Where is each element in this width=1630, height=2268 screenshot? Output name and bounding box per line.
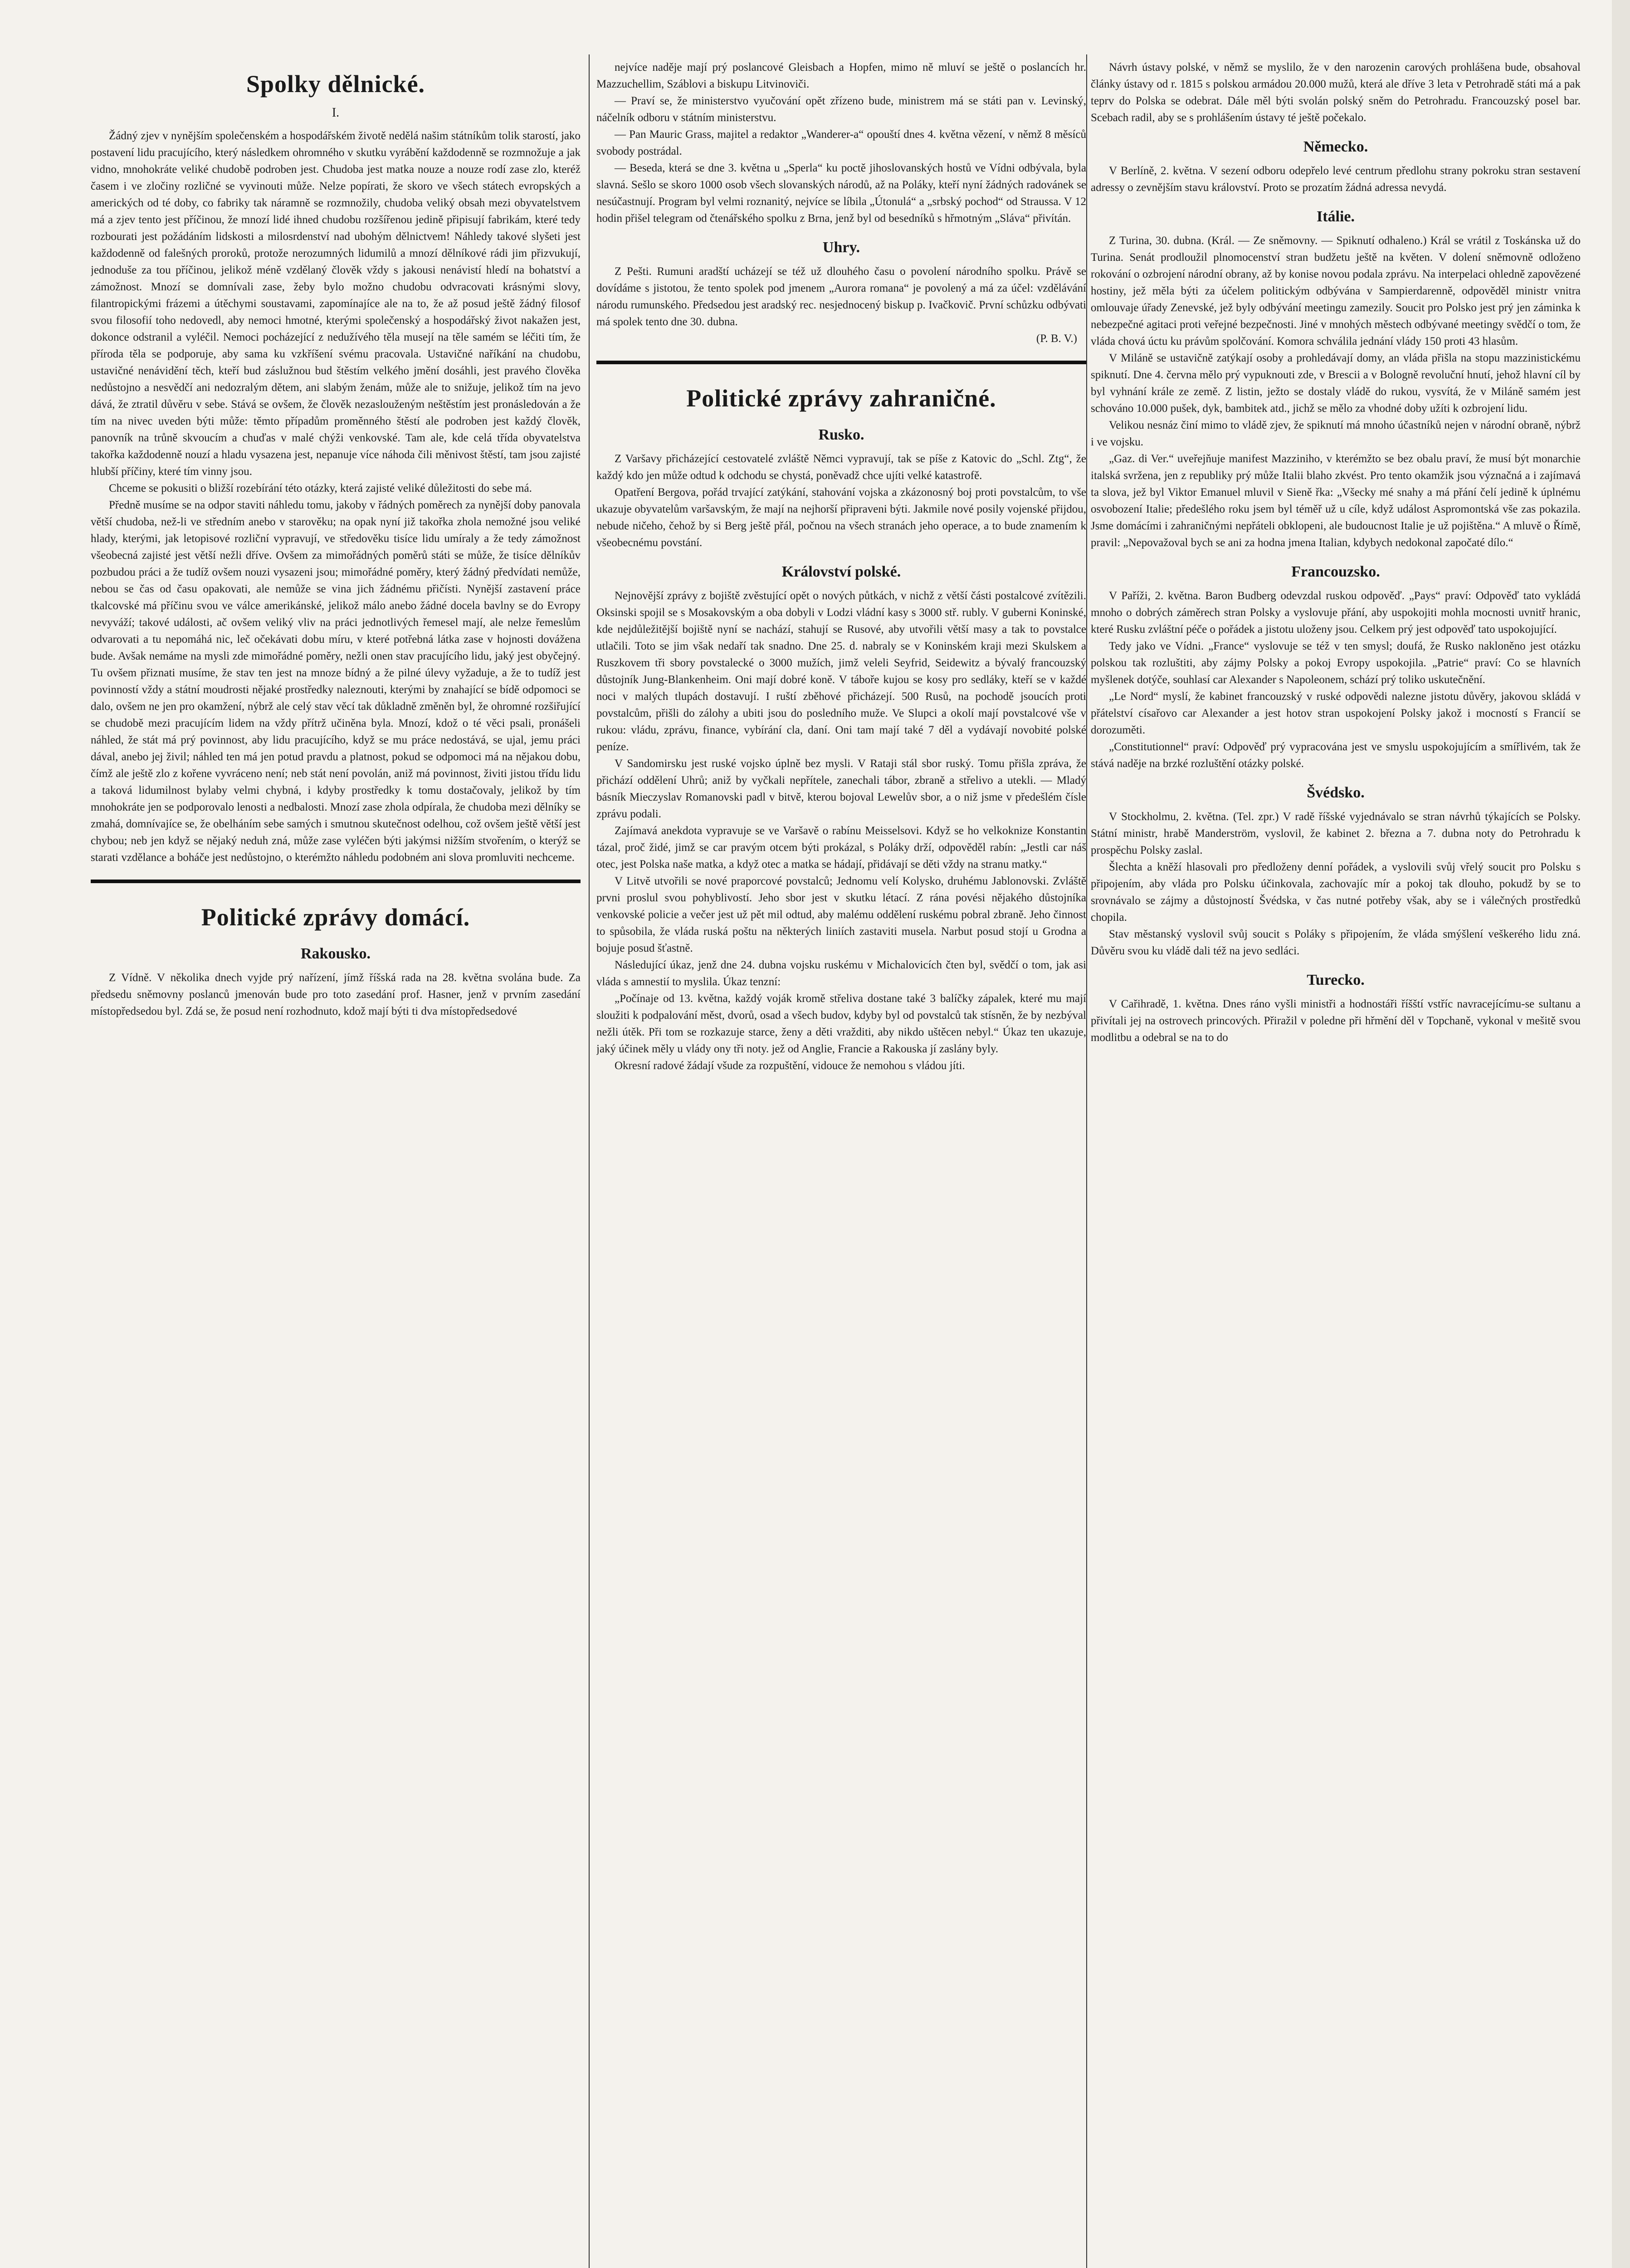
column-rule [1086, 54, 1087, 2268]
paragraph: Stav městanský vyslovil svůj soucit s Poláky s připojením, že vláda smýšlení veškerého lidu zná. Důvěru svou ku vládě dali též na jevo sedláci. [1091, 928, 1581, 957]
section-numeral: I. [332, 106, 340, 120]
paragraph: Opatření Bergova, pořád trvající zatýkání, stahování vojska a zkázonosný boj proti povstalcům, to vše ukazuje obyvatelům varšavským, že mají na nejhorší připraveni býti. Jakmile nové posily vojenské přijdou, nebude ničeho, čehož by si Berg ještě přál, počnou na všech stranách jeho operace, a to bude znamením k všeobecnému povstání. [596, 486, 1086, 549]
source-signature: (P. B. V.) [1036, 332, 1077, 345]
column-middle [596, 59, 1086, 2268]
country-heading-france: Francouzsko. [1291, 563, 1380, 580]
paragraph: — Praví se, že ministerstvo vyučování opět zřízeno bude, ministrem má se státi pan v. Levinský, náčelník odboru v státním ministerstvu. [596, 95, 1086, 124]
paragraph: — Pan Mauric Grass, majitel a redaktor „Wanderer-a“ opouští dnes 4. května vězení, v němž 8 měsíců svobody postrádal. [596, 128, 1086, 157]
paragraph: Z Turina, 30. dubna. (Král. — Ze sněmovny. — Spiknutí odhaleno.) Král se vrátil z Toskánska už do Turina. Senát prodloužil plnomocenství stran budžetu ještě na květen. V dolení sněmovně odloženo rokování o ozbrojení národní obrany, až by konise novou podala zprávu. Na interpelaci ohledně zapovězené hostiny, jež měla býti za účelem politickým odbývána v Sampierdarenně, odpověděl ministr vnitra omlouvaje úřady Zenevské, jež byly odbývání meetingu zamezily. Soucit pro Polsko jest prý jen záminka k nebezpečné agitaci proti veřejné bezpečnosti. Jiné v mnohých městech odbývané meetingy svědčí o tom, že vláda chová úctu ku právům spolčování. Komora schválila jednání vlády 150 proti 43 hlasům. [1091, 235, 1581, 347]
paragraph: Zajímavá anekdota vypravuje se ve Varšavě o rabínu Meisselsovi. Když se ho velkoknize Konstantin tázal, proč židé, jimž se car pravým otcem býti prokázal, s Poláky drží, odpověděl rabín: „Jestli car náš otec, jest Polska naše matka, a když otec a matka se hádají, přidávají se děti vždy na stranu matky.“ [596, 825, 1086, 870]
paragraph: „Počínaje od 13. května, každý voják kromě střeliva dostane také 3 balíčky zápalek, které mu mají sloužiti k podpalování měst, dvorů, osad a všech budov, kdyby byl od povstalců tak stísněn, že by nezbýval nežli útěk. Při tom se rozkazuje starce, ženy a děti vražditi, aby nikdo uštěcen nebyl.“ Úkaz ten ukazuje, jaký účinek měly u vlády ony tři noty. jež od Anglie, Francie a Rakouska jí zaslány byly. [596, 992, 1086, 1055]
paragraph: V Berlíně, 2. května. V sezení odboru odepřelo levé centrum předlohu strany pokroku stran sestavení adressy o zevnějším stavu království. Proto se prozatím žádná adressa nevydá. [1091, 165, 1581, 194]
country-heading-turkey: Turecko. [1307, 972, 1365, 988]
paragraph: V Paříži, 2. května. Baron Budberg odevzdal ruskou odpověď. „Pays“ praví: Odpověď tato vykládá mnoho o dobrých záměrech stran Polsky a vyslovuje přání, aby uspokojiti mohla mocnosti uvnitř hranic, které Rusku zvláštní péče o pořádek a jistotu uloženy jsou. Celkem prý jest odpověď tato uspokojující. [1091, 590, 1581, 635]
country-heading-germany: Německo. [1303, 138, 1368, 155]
paragraph: V Miláně se ustavičně zatýkají osoby a prohledávají domy, an vláda přišla na stopu mazzinistickému spiknutí. Dne 4. června mělo prý vypuknouti zde, v Brescii a v Bologně revoluční hnutí, jehož hlavní cíl by byl vyhnání krále ze země. Z listin, ježto se dostaly vládě do rukou, vysvítá, že v Miláně samém jest schováno 10.000 pušek, dyk, bambitek atd., jichž se mělo za vhodné doby užíti k ozbrojení lidu. [1091, 352, 1581, 415]
paragraph: „Le Nord“ myslí, že kabinet francouzský v ruské odpovědi nalezne jistotu důvěry, jakovou skládá v přátelství císařovo car Alexander a jest hotov stran uspokojení Polsky jakož i mocností s Francií se dorozuměti. [1091, 690, 1581, 736]
column-rule [589, 54, 590, 2268]
paragraph: Návrh ústavy polské, v němž se myslilo, že v den narozenin carových prohlášena bude, obsahoval články ústavy od r. 1815 s polskou armádou 20.000 mužů, která ale dříve 3 leta v Petrohradě státi má a pak teprv do Polska se odebrat. Dále měl býti svolán polský sněm do Petrohradu. Francouzský posel bar. Scebach radil, aby se s prohlášením ústavy té ještě počekalo. [1091, 61, 1581, 124]
country-heading-austria: Rakousko. [300, 945, 371, 962]
country-heading-poland: Království polské. [781, 563, 901, 580]
scan-edge [1612, 0, 1630, 2268]
section-divider [596, 361, 1086, 364]
article-title-workers: Spolky dělnické. [246, 70, 425, 98]
paragraph: Předně musíme se na odpor staviti náhledu tomu, jakoby v řádných poměrech za nynější doby panovala větší chudoba, než-li ve středním anebo v starověku; na opak nyní již takořka zhola nemožné jsou veliké hlady, kterými, jak letopisové rozliční vypravují, ve středověku tisíce lidu umíraly a že tedy zámožnost všeobecná zajisté jest větší nežli dříve. Ovšem za mimořádných poměrů státi se může, že tisíce dělníkův pozbudou práci a že tudíž ovšem nouzi vysazeni jsou; mimořádné poměry, který žádný předvídati nemůže, nebou se čas od času opakovati, ale nemůže se vina jich žádnému přičísti. Nynější zastavení práce tkalcovské má příčinu svou ve válce amerikánské, jelikož málo anebo žádné docela bavlny se do Evropy nevyváží; takové události, ač ovšem veliký vliv na práci jednotlivých řemesel mají, ale nelze řemeslům odvarovati a tu nepomáhá nic, leč očekávati dobu míru, v které potřebná látka zase v hojnosti dovážena bude. Avšak nemáme na mysli zde mimořádné poměry, nežli onen stav pracujícího lidu, jaký jest obyčejný. Tu ovšem přiznati musíme, že stav ten jest na mnoze bídný a že pilné úlevy vyžaduje, a že to tudíž jest povinností vždy a státní moudrosti nějaké prostředky naleznouti, kterými by znahající se bídě odpomoci se dalo, ovšem ne jen pro okamžení, nýbrž ale celý stav věcí tak důkladně změněn byl, že ohromné rozšiřující se chudobě mezi pracujícím lidem na vždy přítrž učiněna byla. Mnozí, kdož o té věci psali, pronášeli náhled, že stát má prý povinnost, aby lidu pracujícího, když se mu práce nedostává, se ujal, jemu práci dával, anebo jej živil; náhled ten má jen potud pravdu a platnost, pokud se odpomoci má na nějakou dobu, čímž ale ještě zlo z kořene vyvráceno není; neb stát není povolán, aniž má povinnost, živiti jistou třídu lidu a taková lidumilnost bylaby velmi chybná, i kdyby prostředky k tomu dostačovaly, jelikož by tím mnohokráte jen se podporovalo lenosti a nedbalosti. Mnozí zase zhola odpírala, že chudoba mezi dělníky se zmahá, domnívajíce se, že obelháním sebe samých i smutnou skutečnost odelhou, což ovšem ještě větší jest chybou; neb jen když se nějaký neduh zná, může zase vyléčen býti jakýmsi nižším stvořením, o kterýž se starati vzdělance a boháče jest nedůstojno, o kterémžto náhledu podobném ani slova promluviti nechceme. [91, 499, 581, 864]
paragraph: „Constitutionnel“ praví: Odpověď prý vypracována jest ve smyslu uspokojujícím a smířlivém, tak že stává naděje na brzké rozluštění otázky polské. [1091, 741, 1581, 770]
section-title-foreign: Politické zprávy zahraničné. [686, 385, 996, 412]
paragraph: Nejnovější zprávy z bojiště zvěstující opět o nových půtkách, v nichž z větší části postalcové zvítězili. Oksinski spojil se s Mosakovským a oba dobyli v Lodzi vládní kasy s 3000 stř. rubly. V guberni Koninské, kde nejdůležitější bojiště nyní se nachází, stahují se Rusové, aby utvořili větší masy a tak to povstalce utlačili. Toto se jim však nedaří tak snadno. Dne 25. d. nabraly se v Koninském kraji mezi Skulskem a Ruszkovem tři sbory povstalecké o 3000 mužích, jimž veleli Seyfrid, Seidewitz a bývalý francouzský důstojník Jung-Blankenheim. Oni mají dobré koně. V táboře kujou se kosy pro sedláky, kteří se v každé noci v malých tlupách dostavují. I ruští zběhové přicházejí. 500 Rusů, na pochodě jsoucích proti povstalcům, přišli do zálohy a ubiti jsou do posledního muže. Ve Slupci a okolí mají povstalcové vše v rukou: vládu, zprávu, finance, vybírání cla, daní. Oni tam mají také 7 děl a vydávají novobité polské peníze. [596, 590, 1086, 753]
paragraph: V Stockholmu, 2. května. (Tel. zpr.) V radě říšské vyjednávalo se stran návrhů týkajících se Polsky. Státní ministr, hrabě Manderström, vyslovil, že kabinet 2. března a 7. dubna noty do Petrohradu k prospěchu Polsky zaslal. [1091, 811, 1581, 856]
column-left [91, 59, 581, 2268]
paragraph: V Litvě utvořili se nové praporcové povstalců; Jednomu velí Kolysko, druhému Jablonovski. Zvláště prvni proslul svou pohyblivostí. Jeho sbor jest v skutku létací. Z rána povési nějakého důstojníka venkovské policie a večer jest už pět mil odtud, aby malému oddělení ruskému pobral zbraně. Jeho činnost to spůsobila, že vláda ruská poštu na některých liniích zastaviti musela. Narbut posud stojí u Grodna a bojuje posud šťastně. [596, 875, 1086, 954]
section-divider [91, 880, 581, 883]
country-heading-russia: Rusko. [818, 426, 864, 443]
paragraph: Chceme se pokusiti o bližší rozebírání této otázky, která zajisté veliké důležitosti do sebe má. [109, 482, 532, 494]
paragraph: V Sandomirsku jest ruské vojsko úplně bez mysli. V Rataji stál sbor ruský. Tomu přišla zpráva, že přichází oddělení Uhrů; aniž by vyčkali nepřítele, zanechali tábor, zbraně a střelivo a utekli. — Mladý básník Mieczyslav Romanovski padl v bitvě, kterou bojoval Lewelův sbor, a o niž jsme v předešlém čísle zprávu podali. [596, 758, 1086, 820]
paragraph: Žádný zjev v nynějším společenském a hospodářském životě nedělá našim státníkům tolik starostí, jako postavení lidu pracujícího, který následkem ohromného v skutku vyrábění každodenně se rozmnožuje a jak vidno, mnohokráte veliké chudobě podroben jest. Chudoba jest matka nouze a nouze rodí zase zlo, kteréž časem i ve zločiny rozličné se vyvinouti může. Nelze popírati, že skoro ve všech státech evropských a amerických od té doby, co fabriky tak náramně se rozmnožily, chudoba veliký obsah mezi obyvatelstvem má a zjev tento jest příčinou, že mnozí lidé ihned chudobu rozšířenou jedině připisují fabrikám, které tedy rozbourati jest požádáním lidskosti a milosrdenství nad ubohým dělnictvem! Náhledy takové slyšeti jest každodenně od falešných proroků, protože nerozumných lidumilů a mnozí dělníkové rádi jim přizvukují, jednoduše za tou příčinou, jelikož méně vzdělaný člověk vždy s jakousi nenávistí hledí na bohatství a zámožnost. Mnozí se domnívali zase, žeby bylo možno chudobu odvracovati krásnými slovy, filantropickými frázemi a útěchymi soustavami, zapomínajíce ale na to, že až posud ještě žádný filosof svou filosofií toho nedovedl, aby nemoci hmotné, kterými společenský a hospodářský život nakažen jest, dokonce odstranil a vyléčil. Nemoci pocházející z nedužívého těla musejí na těle samém se léčiti tím, že příroda těla se podporuje, aby sama ku vzkříšení svému pracovala. Ustavičné naříkání na chudobu, ustavičné nenávidění těch, kteří bud záslužnou bud štěstím velkého jmění dosáhli, jest pravého člověka nedůstojno a nesvědčí ani nedozralým dětem, ani slabým ženám, může ale to snižuje, jelikož tím na jevo dává, že ztratil důvěru v sebe. Stává se ovšem, že člověk nezaslouženým neštěstím jest pronásledován a že tím na nivec uveden býti může: těmto případům proměnného štěstí ale podroben jest každý člověk, panovník na trůně skvoucím a chuďas v malé chýži venkovské. Tam ale, kde celá třída obyvatelstva takořka každodenně nouzí a hladu vysazena jest, nepanuje více náhoda čili měnivost štěstí, tam jsou zajisté hlubší příčiny, které tím vinny jsou. [91, 130, 581, 478]
paragraph: Následující úkaz, jenž dne 24. dubna vojsku ruskému v Michalovicích čten byl, svědčí o tom, jak asi vláda s amnestií to myslila. Úkaz tenzní: [596, 959, 1086, 988]
section-title-domestic: Politické zprávy domácí. [201, 904, 470, 931]
paragraph: — Beseda, která se dne 3. května u „Sperla“ ku poctě jihoslovanských hostů ve Vídni odbývala, byla slavná. Sešlo se skoro 1000 osob všech slovanských národů, až na Poláky, kteří nyní žádných radovánek se nesúčastnují. Program byl velmi roznanitý, nejvíce se líbila „Útonulá“ a „srbský pochod“ od Straussa. V 12 hodin přišel telegram od čtenářského spolku z Brna, jenž byl od besedníků s hřmotným „Sláva“ přivítán. [596, 162, 1086, 225]
paragraph: Z Vídně. V několika dnech vyjde prý nařízení, jímž říšská rada na 28. května svolána bude. Za předsedu sněmovny poslanců jmenován bude pro toto zasedání prof. Hasner, jenž v prvním zasedání místopředsedou byl. Zdá se, že posud není rozhodnuto, kdož mají býti ti dva místopředsedové [91, 972, 581, 1017]
paragraph: Šlechta a kněží hlasovali pro předloženy denní pořádek, a vyslovili svůj vřelý soucit pro Polsku s připojením, aby vláda pro Polsku účinkovala, zachovajíc mír a pokoj tak dlouho, pokudž by se to srovnávalo se zájmy a důstojností Švédska, v čas nutné potřeby však, aby se i válečných prostředků chopila. [1091, 861, 1581, 924]
paragraph: Z Varšavy přicházející cestovatelé zvláště Němci vypravují, tak se píše z Katovic do „Schl. Ztg“, že každý kdo jen může odtud k odchodu se chystá, poněvadž chce ujíti velké katastrofě. [596, 453, 1086, 482]
country-heading-hungary: Uhry. [822, 239, 860, 256]
paragraph: V Cařihradě, 1. května. Dnes ráno vyšli ministři a hodnostáři říšští vstříc navracejícímu-se sultanu a přivítali jej na ostrovech princových. Přiražil v poledne při hřmění děl v Topchaně, vykonal v mešitě svou modlitbu a odebral se na to do [1091, 998, 1581, 1044]
paragraph: „Gaz. di Ver.“ uveřejňuje manifest Mazziniho, v kterémžto se bez obalu praví, že musí být monarchie italská svržena, jen z republiky prý může Italii blaho zkvést. Pro tento okamžik jsou význačná a i zajímavá ta slova, jež byl Viktor Emanuel mluvil v Sieně řka: „Všecky mé snahy a má přání čelí jedině k úplnému osvobození Italie; předešlého roku jsem byl téměř už u cíle, když událost Aspromontská vše zas pokazila. Jsme domácími i zahraničnými nepřáteli obklopeni, ale budoucnost Italie je už pojištěna.“ A mluvě o Římě, pravil: „Nepovažoval bych se ani za hodna jmena Italian, kdybych nedokonal započaté dílo.“ [1091, 453, 1581, 549]
country-heading-sweden: Švédsko. [1307, 784, 1365, 801]
paragraph: Z Pešti. Rumuni aradští ucházejí se též už dlouhého času o povolení národního spolku. Právě se dovídáme s jistotou, že tento spolek pod jmenem „Aurora romana“ je povolený a má za účel: vzdělávání národu rumunského. Předsedou jest aradský rec. nesjednocený biskup p. Ivačkovič. První schůzku odbývati má spolek tento dne 30. dubna. [596, 265, 1086, 328]
paragraph: Okresní radové žádají všude za rozpuštění, vidouce že nemohou s vládou jíti. [615, 1060, 965, 1072]
paragraph: nejvíce naděje mají prý poslancové Gleisbach a Hopfen, mimo ně mluví se ještě o poslancích hr. Mazzuchellim, Száblovi a biskupu Litvinoviči. [596, 61, 1086, 90]
paragraph: Velikou nesnáz činí mimo to vládě zjev, že spiknutí má mnoho účastníků nejen v národní obraně, nýbrž i ve vojsku. [1091, 419, 1581, 448]
paragraph: Tedy jako ve Vídni. „France“ vyslovuje se též v ten smysl; doufá, že Rusko nakloněno jest otázku polskou tak rozluštiti, aby zájmy Polsky a pokoj Evropy uspokojila. „Patrie“ praví: Co se hlavních myšlenek dotýče, souhlasí car Alexander s Napoleonem, schází prý toliko uskutečnění. [1091, 640, 1581, 686]
column-right [1091, 59, 1581, 2268]
country-heading-italy: Itálie. [1316, 208, 1355, 225]
